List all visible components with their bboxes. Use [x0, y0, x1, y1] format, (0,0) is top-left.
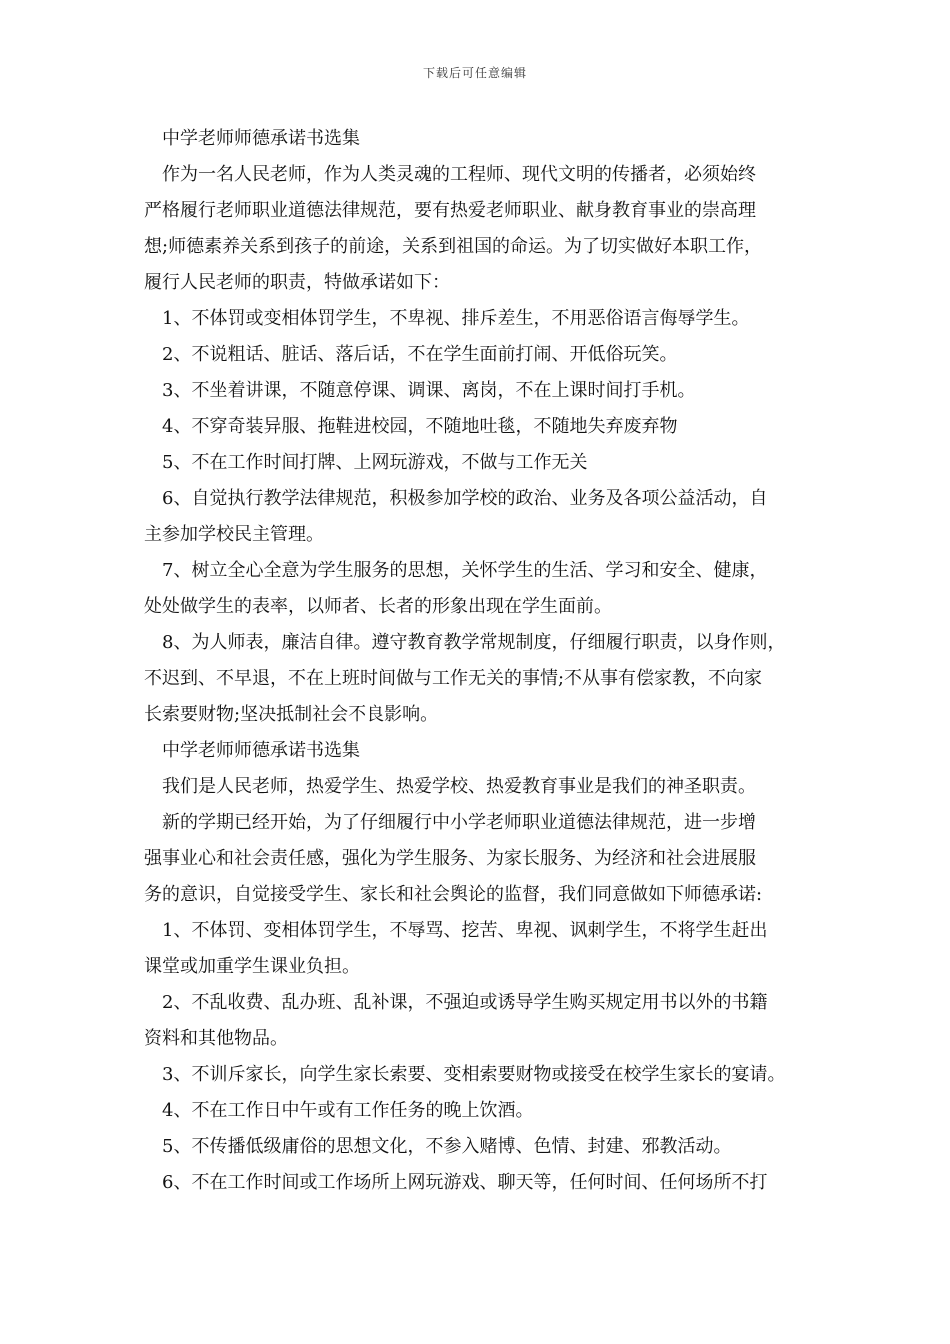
- text-line: 6、不在工作时间或工作场所上网玩游戏、聊天等，任何时间、任何场所不打: [162, 1172, 768, 1193]
- text-line: 5、不在工作时间打牌、上网玩游戏，不做与工作无关: [162, 452, 588, 473]
- text-line: 想;师德素养关系到孩子的前途，关系到祖国的命运。为了切实做好本职工作，: [144, 236, 763, 257]
- text-line: 1、不体罚或变相体罚学生，不卑视、排斥差生，不用恶俗语言侮辱学生。: [162, 308, 750, 329]
- text-line: 新的学期已经开始，为了仔细履行中小学老师职业道德法律规范，进一步增: [162, 812, 756, 833]
- text-line: 我们是人民老师，热爱学生、热爱学校、热爱教育事业是我们的神圣职责。: [162, 776, 756, 797]
- text-line: 8、为人师表，廉洁自律。遵守教育教学常规制度，仔细履行职责，以身作则，: [162, 632, 786, 653]
- text-line: 6、自觉执行教学法律规范，积极参加学校的政治、业务及各项公益活动，自: [162, 488, 768, 509]
- text-line: 2、不说粗话、脏话、落后话，不在学生面前打闹、开低俗玩笑。: [162, 344, 678, 365]
- text-line: 课堂或加重学生课业负担。: [144, 956, 360, 977]
- text-line: 5、不传播低级庸俗的思想文化，不参入赌博、色情、封建、邪教活动。: [162, 1136, 732, 1157]
- text-line: 务的意识，自觉接受学生、家长和社会舆论的监督，我们同意做如下师德承诺:: [144, 884, 763, 905]
- text-line: 2、不乱收费、乱办班、乱补课，不强迫或诱导学生购买规定用书以外的书籍: [162, 992, 768, 1013]
- text-line: 3、不坐着讲课，不随意停课、调课、离岗，不在上课时间打手机。: [162, 380, 696, 401]
- text-line: 7、树立全心全意为学生服务的思想，关怀学生的生活、学习和安全、健康，: [162, 560, 768, 581]
- text-line: 资料和其他物品。: [144, 1028, 288, 1049]
- text-line: 严格履行老师职业道德法律规范，要有热爱老师职业、献身教育事业的崇高理: [144, 200, 756, 221]
- text-line: 作为一名人民老师，作为人类灵魂的工程师、现代文明的传播者，必须始终: [162, 164, 756, 185]
- text-line: 主参加学校民主管理。: [144, 524, 324, 545]
- text-line: 处处做学生的表率，以师者、长者的形象出现在学生面前。: [144, 596, 612, 617]
- text-line: 强事业心和社会责任感，强化为学生服务、为家长服务、为经济和社会进展服: [144, 848, 756, 869]
- text-line: 长索要财物;坚决抵制社会不良影响。: [144, 704, 439, 725]
- text-line: 4、不穿奇装异服、拖鞋进校园，不随地吐毯，不随地失弃废弃物: [162, 416, 678, 437]
- page-header: 下载后可任意编辑: [422, 66, 527, 80]
- text-line: 中学老师师德承诺书选集: [162, 128, 360, 149]
- text-line: 中学老师师德承诺书选集: [162, 740, 360, 761]
- text-line: 不迟到、不早退，不在上班时间做与工作无关的事情;不从事有偿家教，不向家: [144, 668, 763, 689]
- text-line: 3、不训斥家长，向学生家长索要、变相索要财物或接受在校学生家长的宴请。: [162, 1064, 786, 1085]
- text-line: 履行人民老师的职责，特做承诺如下：: [144, 272, 450, 293]
- text-line: 4、不在工作日中午或有工作任务的晚上饮酒。: [162, 1100, 534, 1121]
- text-line: 1、不体罚、变相体罚学生，不辱骂、挖苦、卑视、讽刺学生，不将学生赶出: [162, 920, 768, 941]
- document-body: [144, 121, 812, 1201]
